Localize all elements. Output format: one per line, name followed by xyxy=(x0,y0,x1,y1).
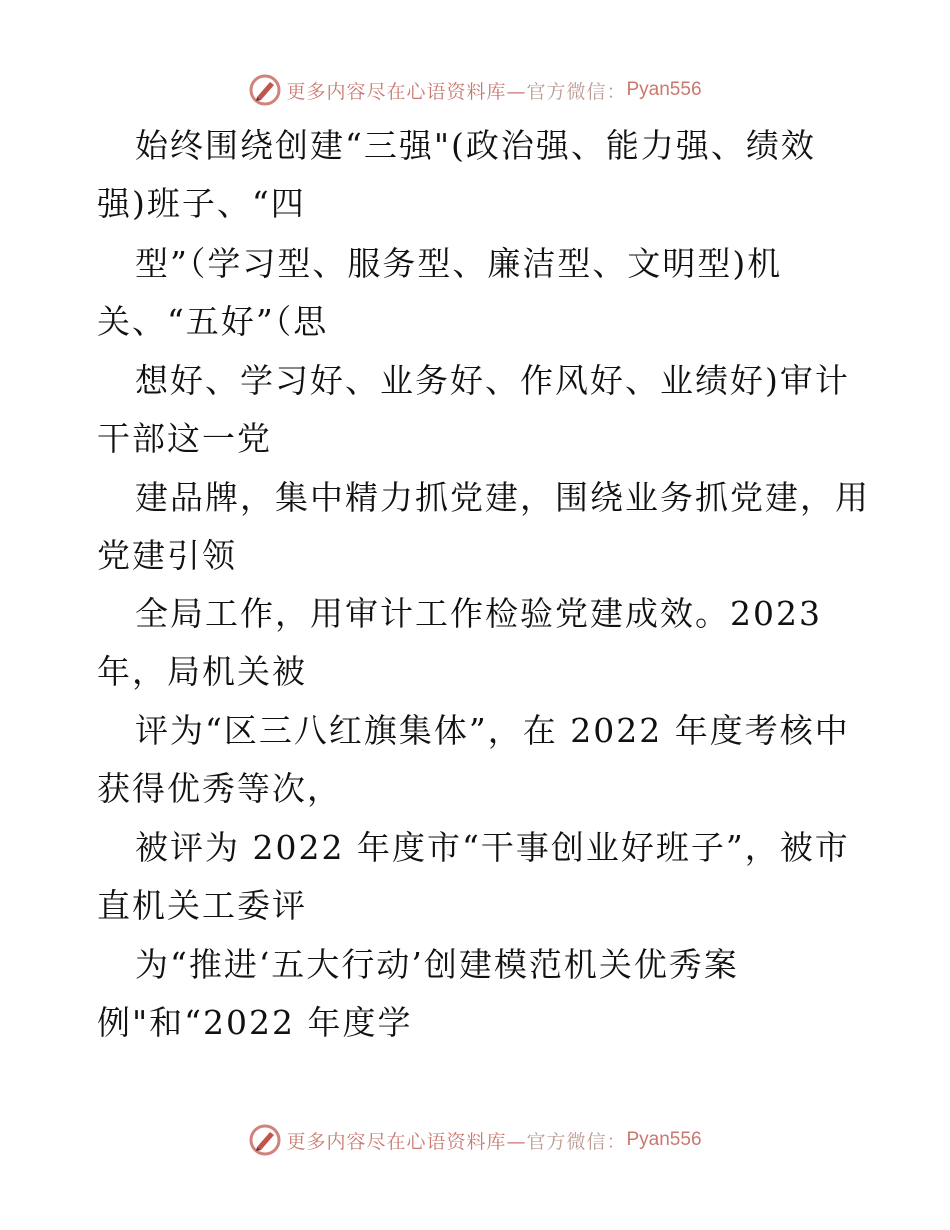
pen-logo-icon xyxy=(248,73,282,107)
pen-logo-icon xyxy=(248,1123,282,1157)
text-line: 党建引领 xyxy=(97,536,237,575)
text-line: 评为“区三八红旗集体”，在 2022 年度考核中 xyxy=(135,711,850,750)
watermark-wechat-label: 官方微信： xyxy=(526,80,627,103)
footer-watermark xyxy=(0,1120,950,1160)
text-line: 强)班子、“四 xyxy=(97,184,306,223)
text-line: 关、“五好”（思 xyxy=(97,302,329,341)
text-line: 为“推进‘五大行动’创建模范机关优秀案 xyxy=(135,945,739,984)
text-line: 想好、学习好、业务好、作风好、业绩好)审计 xyxy=(135,361,850,400)
text-line: 例"和“2022 年度学 xyxy=(97,1003,413,1042)
watermark-text: 更多内容尽在心语资料库— xyxy=(286,1130,527,1153)
watermark-text: 更多内容尽在心语资料库— xyxy=(286,80,527,103)
watermark-wechat-id: Pyan556 xyxy=(626,1129,702,1150)
text-line: 型”（学习型、服务型、廉洁型、文明型)机 xyxy=(135,244,783,283)
watermark-wechat-label: 官方微信： xyxy=(526,1130,627,1153)
watermark-wechat-id: Pyan556 xyxy=(626,79,702,100)
text-line: 直机关工委评 xyxy=(97,886,307,925)
header-watermark xyxy=(0,70,950,110)
text-line: 被评为 2022 年度市“干事创业好班子”，被市 xyxy=(135,828,850,867)
text-line: 建品牌，集中精力抓党建，围绕业务抓党建，用 xyxy=(135,478,870,517)
text-line: 获得优秀等次， xyxy=(97,769,342,808)
text-line: 干部这一党 xyxy=(97,419,272,458)
text-line: 全局工作，用审计工作检验党建成效。2023 xyxy=(135,594,822,633)
text-line: 始终围绕创建“三强"(政治强、能力强、绩效 xyxy=(135,126,816,165)
text-line: 年，局机关被 xyxy=(97,652,307,691)
